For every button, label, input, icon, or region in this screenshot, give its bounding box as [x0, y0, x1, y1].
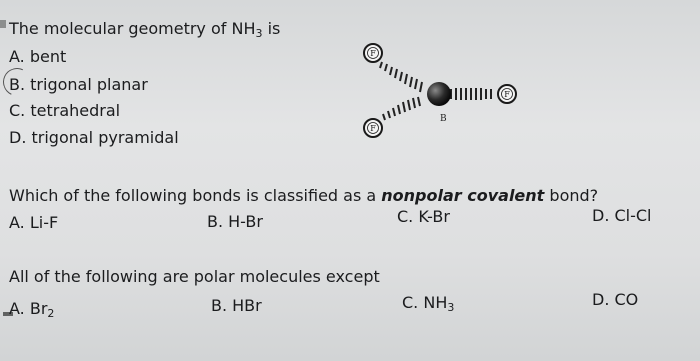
q3-option-a: A. $Br_2$ — [9, 299, 55, 320]
q2-option-c: C. K-Br — [397, 207, 450, 226]
central-atom — [427, 82, 451, 106]
fluorine-atom-bottom — [364, 119, 382, 137]
fluorine-label: F — [504, 90, 510, 99]
q2-stem: Which of the following bonds is classified as a nonpolar covalent bond? — [9, 186, 599, 205]
q1-option-d: D. trigonal pyramidal — [9, 128, 179, 147]
bond-right — [451, 88, 491, 100]
q1-option-a: A. bent — [9, 47, 67, 66]
bond-upper-left — [380, 62, 422, 92]
fluorine-label: F — [370, 49, 376, 58]
q3-stem: All of the following are polar molecules except — [9, 267, 380, 286]
molecule-diagram — [355, 40, 530, 145]
q1-stem: The molecular geometry of $NH_3$ is — [9, 19, 281, 40]
central-atom-label: B — [440, 114, 447, 124]
bond-lower-left — [383, 97, 420, 120]
q3-option-c: C. $NH_3$ — [402, 293, 455, 314]
q2-option-d: D. Cl-Cl — [592, 206, 652, 225]
margin-mark — [0, 20, 6, 28]
fluorine-label: F — [370, 124, 376, 133]
q1-option-c: C. tetrahedral — [9, 101, 121, 120]
q1-option-b: B. trigonal planar — [9, 75, 148, 94]
q2-option-a: A. Li-F — [9, 213, 59, 232]
fluorine-atom-right — [498, 85, 516, 103]
q2-option-b: B. H-Br — [207, 212, 263, 231]
q3-option-b: B. HBr — [211, 296, 262, 315]
q3-option-d: D. CO — [592, 290, 639, 309]
fluorine-atom-top — [364, 44, 382, 62]
